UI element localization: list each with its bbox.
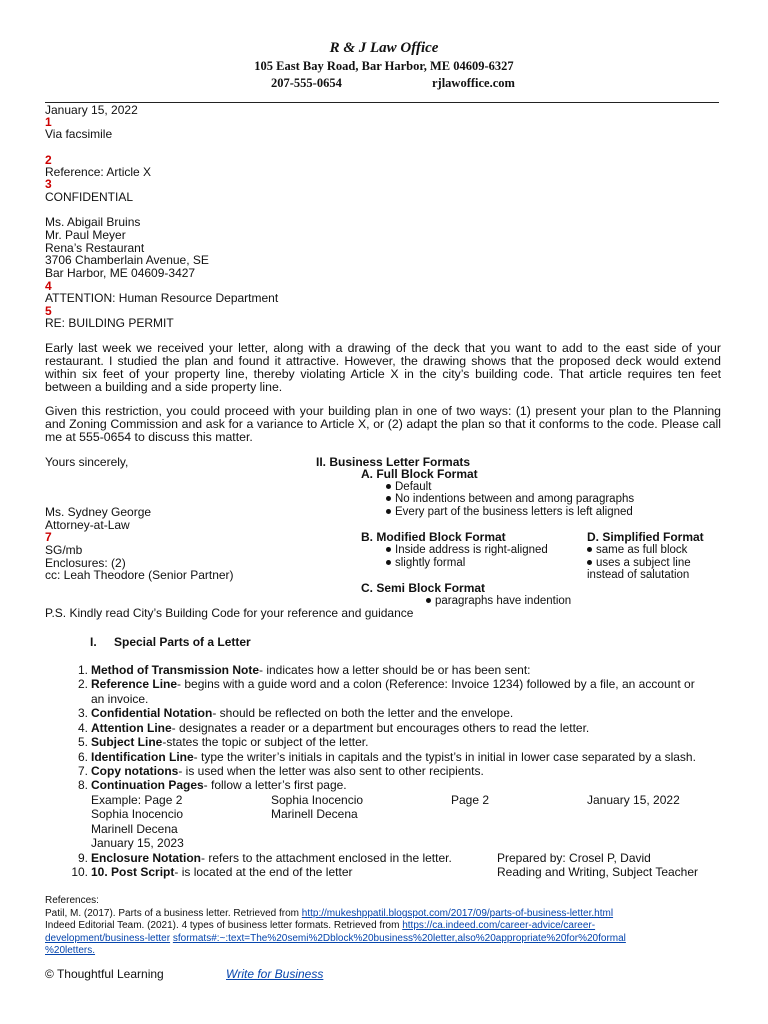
header-divider: [45, 102, 719, 103]
inside-address-line: Bar Harbor, ME 04609-3427: [45, 266, 196, 280]
reference-link[interactable]: %20letters.: [45, 945, 96, 956]
marker-5: 5: [45, 304, 52, 318]
simplified-item: same as full block: [587, 544, 687, 557]
complimentary-close: Yours sincerely,: [45, 455, 129, 469]
full-block-title: A. Full Block Format: [361, 467, 478, 481]
example-col1-line: January 15, 2023: [91, 836, 184, 850]
letter-body-paragraph-2: Given this restriction, you could proceed with your building plan in one of two ways: (1) present your plan to the Planning and Zoning Commission and ask for a variance to Article X, or (2) adapt the plan so that it conforms to the code. Please call me at 555-0654 to discuss this matter.: [45, 404, 721, 444]
example-label: Example: Page 2: [91, 793, 183, 807]
write-for-business-link[interactable]: Write for Business: [226, 967, 324, 981]
reference-line: Reference: Article X: [45, 165, 152, 179]
reference-entry: Indeed Editorial Team. (2021). 4 types of business letter formats. Retrieved from https://ca.indeed.com/career-advice/career-: [45, 920, 596, 931]
full-block-item: No indentions between and among paragraphs: [386, 493, 634, 506]
firm-name: R & J Law Office: [329, 40, 439, 56]
firm-address: 105 East Bay Road, Bar Harbor, ME 04609-6327: [254, 59, 514, 73]
references-label: References:: [45, 895, 99, 906]
simplified-title: D. Simplified Format: [587, 530, 704, 544]
firm-phone: 207-555-0654: [271, 76, 342, 90]
semi-block-title: C. Semi Block Format: [361, 581, 486, 595]
simplified-item: uses a subject line: [587, 557, 691, 570]
marker-4: 4: [45, 279, 52, 293]
full-block-item: Default: [386, 481, 431, 494]
full-block-item: Every part of the business letters is left aligned: [386, 506, 633, 519]
example-col1-line: Sophia Inocencio: [91, 807, 184, 821]
marker-7: 7: [45, 530, 52, 544]
reference-entry: Patil, M. (2017). Parts of a business letter. Retrieved from http://mukeshppatil.blogspot.com/2017/09/parts-of-business-letter.html: [45, 908, 614, 919]
inside-address-line: 3706 Chamberlain Avenue, SE: [45, 253, 209, 267]
inside-address-line: Rena’s Restaurant: [45, 241, 145, 255]
prepared-role: Reading and Writing, Subject Teacher: [497, 865, 699, 879]
marker-3: 3: [45, 177, 52, 191]
confidential-notation: CONFIDENTIAL: [45, 190, 134, 204]
modified-block-item: slightly formal: [386, 557, 465, 570]
reference-link[interactable]: http://mukeshppatil.blogspot.com/2017/09/parts-of-business-letter.html: [301, 908, 614, 919]
reference-link[interactable]: https://ca.indeed.com/career-advice/career-: [402, 920, 596, 931]
reference-link[interactable]: sformats#:~:text=The%20semi%2Dblock%20business%20letter,also%20appropriate%20for%20formal: [172, 933, 626, 944]
marker-2: 2: [45, 153, 52, 167]
special-parts-heading: Special Parts of a Letter: [114, 635, 251, 649]
letter-body-paragraph-1: Early last week we received your letter, along with a drawing of the deck that you want to add to the east side of your restaurant. I studied the plan and found it attractive. However, the drawing shows that the proposed deck would extend within six feet of your property line, thereby violating Article X in the city’s building code. That article requires ten feet between a building and a side property line.: [45, 341, 721, 394]
prepared-by: Prepared by: Crosel P, David: [497, 851, 651, 865]
letter-date: January 15, 2022: [45, 103, 138, 117]
copyright-notice: © Thoughtful Learning: [45, 967, 164, 981]
example-col3: Page 2: [451, 793, 490, 807]
example-col4: January 15, 2022: [587, 793, 680, 807]
firm-website: rjlawoffice.com: [432, 76, 515, 90]
modified-block-item: Inside address is right-aligned: [386, 544, 548, 557]
example-col1-line: Marinell Decena: [91, 822, 178, 836]
attention-line: ATTENTION: Human Resource Department: [45, 291, 279, 305]
reference-entry-continued: [45, 945, 95, 957]
identification-line: SG/mb: [45, 543, 83, 557]
simplified-item-continued: instead of salutation: [587, 569, 690, 581]
reference-entry-continued: [45, 933, 626, 945]
signer-title: Attorney-at-Law: [45, 518, 130, 532]
copy-notation: cc: Leah Theodore (Senior Partner): [45, 568, 234, 582]
list-item-continued: an invoice.: [91, 692, 149, 706]
inside-address-line: Mr. Paul Meyer: [45, 228, 126, 242]
reference-link[interactable]: development/business-letter: [45, 933, 171, 944]
formats-heading: II. Business Letter Formats: [316, 455, 471, 469]
signer-name: Ms. Sydney George: [45, 505, 152, 519]
example-col2-line: Marinell Decena: [271, 807, 358, 821]
example-col2-line: Sophia Inocencio: [271, 793, 364, 807]
section-roman: I.: [90, 635, 97, 649]
inside-address-line: Ms. Abigail Bruins: [45, 215, 141, 229]
enclosure-notation: Enclosures: (2): [45, 556, 126, 570]
marker-1: 1: [45, 115, 52, 129]
subject-line: RE: BUILDING PERMIT: [45, 316, 174, 330]
transmission-note: Via facsimile: [45, 127, 113, 141]
modified-block-title: B. Modified Block Format: [361, 530, 506, 544]
post-script: P.S. Kindly read City’s Building Code for your reference and guidance: [45, 606, 414, 620]
semi-block-item: paragraphs have indention: [426, 595, 571, 608]
